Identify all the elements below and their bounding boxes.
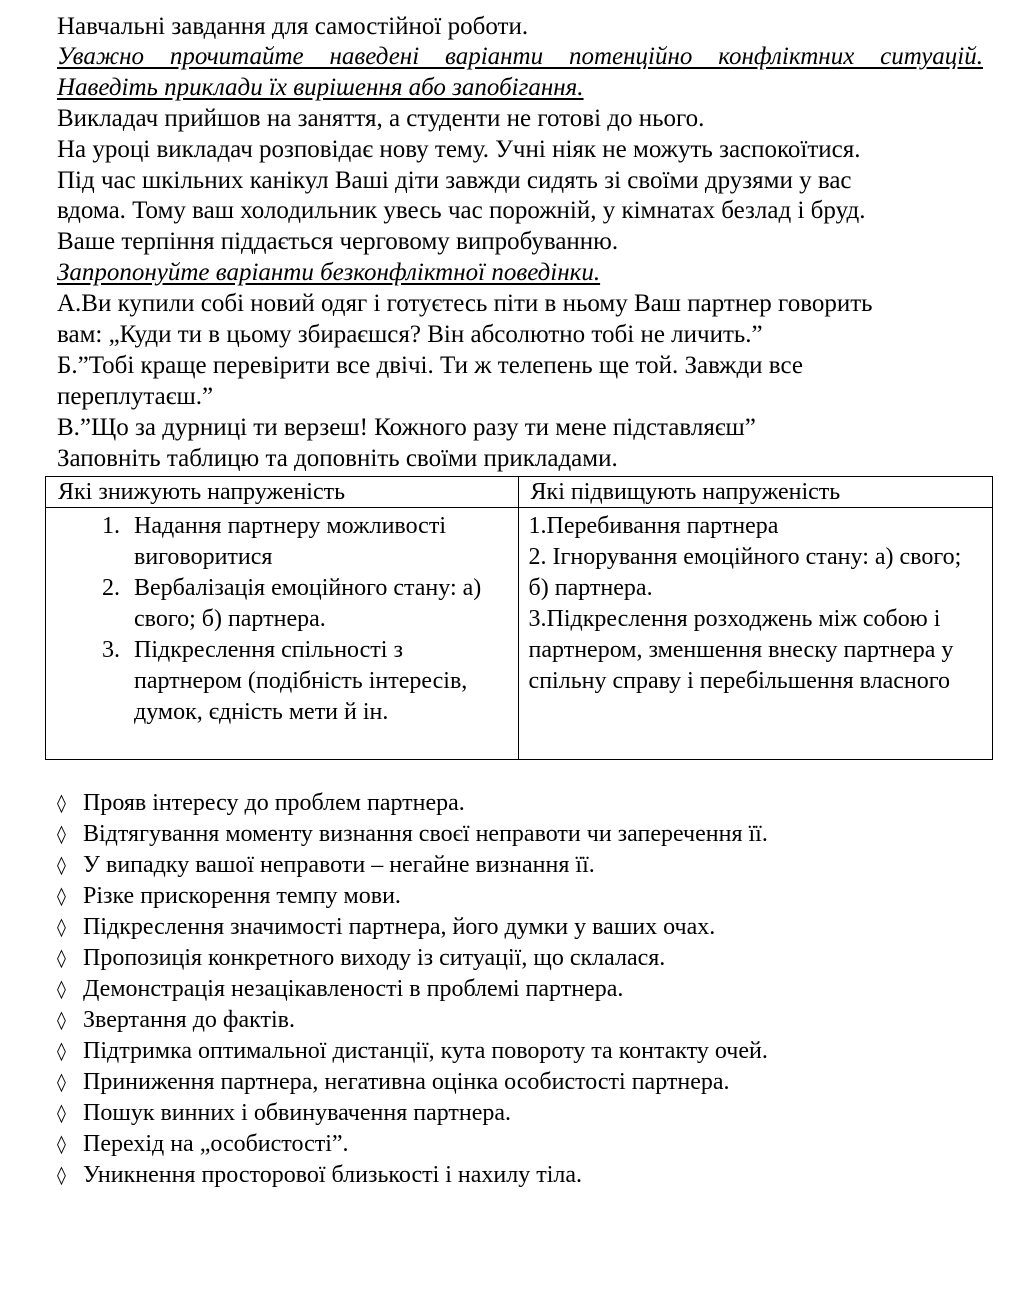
behaviour-list <box>57 788 768 1191</box>
diamond-bullet-icon: ◊ <box>57 886 66 907</box>
table-header-decrease: Які знижують напруженість <box>46 477 519 508</box>
table-row <box>46 508 993 760</box>
list-item: ◊ Відтягування моменту визнання своєї неправоти чи заперечення її. <box>57 819 768 850</box>
case-b-line2: переплутаєш.” <box>57 383 214 410</box>
diamond-bullet-icon: ◊ <box>57 917 66 938</box>
diamond-bullet-icon: ◊ <box>57 793 66 814</box>
list-item: 1. Надання партнеру можливості виговоритися <box>126 511 510 573</box>
list-item: ◊ Уникнення просторової близькості і нахилу тіла. <box>57 1160 768 1191</box>
increase-cell <box>518 508 992 760</box>
diamond-bullet-icon: ◊ <box>57 1041 66 1062</box>
case-b-line1: Б.”Тобі краще перевірити все двічі. Ти ж телепень ще той. Завжди все <box>57 352 803 379</box>
diamond-bullet-icon: ◊ <box>57 1134 66 1155</box>
case-c-line1: В.”Що за дурниці ти верзеш! Кожного разу ти мене підставляєш” <box>57 414 756 441</box>
table-header-row <box>46 477 993 508</box>
list-item: ◊ У випадку вашої неправоти – негайне визнання її. <box>57 850 768 881</box>
diamond-bullet-icon: ◊ <box>57 1072 66 1093</box>
list-item: 3. Підкреслення спільності з партнером (подібність інтересів, думок, єдність мети й ін. <box>126 635 510 728</box>
situation-line-1: Викладач прийшов на заняття, а студенти не готові до нього. <box>57 105 705 132</box>
task3-heading: Заповніть таблицю та доповніть своїми прикладами. <box>57 445 618 472</box>
situation-line-5: Ваше терпіння піддається черговому випробуванню. <box>57 228 619 255</box>
task1-instruction-line1: Уважно прочитайте наведені варіанти потенційно конфліктних ситуацій. <box>57 43 983 70</box>
page-title: Навчальні завдання для самостійної роботи. <box>57 13 529 40</box>
decrease-list <box>56 511 510 728</box>
list-item: ◊ Приниження партнера, негативна оцінка особистості партнера. <box>57 1067 768 1098</box>
list-item: ◊ Підтримка оптимальної дистанції, кута повороту та контакту очей. <box>57 1036 768 1067</box>
list-item: ◊ Звертання до фактів. <box>57 1005 768 1036</box>
list-item: 1.Перебивання партнера <box>528 513 779 539</box>
diamond-bullet-icon: ◊ <box>57 1010 66 1031</box>
situation-line-4: вдома. Тому ваш холодильник увесь час порожній, у кімнатах безлад і бруд. <box>57 197 866 224</box>
case-a-line1: А.Ви купили собі новий одяг і готуєтесь піти в ньому Ваш партнер говорить <box>57 290 873 317</box>
table-header-increase: Які підвищують напруженість <box>518 477 992 508</box>
list-item: ◊ Пропозиція конкретного виходу із ситуації, що склалася. <box>57 943 768 974</box>
diamond-bullet-icon: ◊ <box>57 855 66 876</box>
list-item: ◊ Підкреслення значимості партнера, його думки у ваших очах. <box>57 912 768 943</box>
list-item: ◊ Прояв інтересу до проблем партнера. <box>57 788 768 819</box>
situation-line-3: Під час шкільних канікул Ваші діти завжди сидять зі своїми друзями у вас <box>57 167 852 194</box>
list-item: 2. Вербалізація емоційного стану: а) свого; б) партнера. <box>126 573 510 635</box>
list-item: ◊ Перехід на „особистості”. <box>57 1129 768 1160</box>
list-item: ◊ Різке прискорення темпу мови. <box>57 881 768 912</box>
tension-table <box>45 476 993 760</box>
diamond-bullet-icon: ◊ <box>57 1165 66 1186</box>
list-item: 2. Ігнорування емоційного стану: а) свого; б) партнера. <box>528 544 962 601</box>
case-a-line2: вам: „Куди ти в цьому збираєшся? Він абсолютно тобі не личить.” <box>57 321 763 348</box>
task2-heading: Запропонуйте варіанти безконфліктної поведінки. <box>57 259 601 286</box>
task1-instruction-line2: Наведіть приклади їх вирішення або запобігання. <box>57 74 584 101</box>
list-item: ◊ Демонстрація незацікавленості в проблемі партнера. <box>57 974 768 1005</box>
diamond-bullet-icon: ◊ <box>57 948 66 969</box>
diamond-bullet-icon: ◊ <box>57 1103 66 1124</box>
diamond-bullet-icon: ◊ <box>57 824 66 845</box>
list-item: ◊ Пошук винних і обвинувачення партнера. <box>57 1098 768 1129</box>
list-item: 3.Підкреслення розходжень між собою і партнером, зменшення внеску партнера у спільну справу і перебільшення власного <box>528 606 954 694</box>
decrease-cell <box>46 508 519 760</box>
diamond-bullet-icon: ◊ <box>57 979 66 1000</box>
situation-line-2: На уроці викладач розповідає нову тему. Учні ніяк не можуть заспокоїтися. <box>57 136 861 163</box>
